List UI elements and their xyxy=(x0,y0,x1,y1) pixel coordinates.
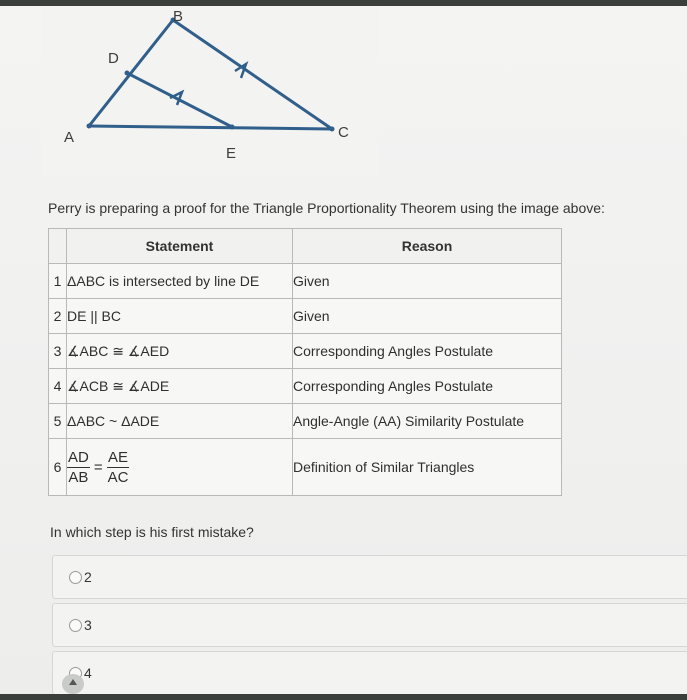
table-row xyxy=(49,264,562,299)
choice-label: 4 xyxy=(84,665,92,681)
side-bc xyxy=(173,20,332,129)
step-number: 4 xyxy=(49,369,67,404)
fraction-right-numerator: AE xyxy=(108,448,129,466)
step-statement: DE || BC xyxy=(67,299,293,334)
step-statement: ∡ABC ≅ ∡AED xyxy=(67,334,293,369)
question-text: In which step is his first mistake? xyxy=(50,524,254,540)
fraction-left-numerator: AD xyxy=(68,448,89,466)
step-number: 5 xyxy=(49,404,67,439)
step-reason: Corresponding Angles Postulate xyxy=(293,334,562,369)
label-d: D xyxy=(108,50,119,67)
point-d xyxy=(125,71,130,76)
label-e: E xyxy=(226,145,237,162)
choice-option[interactable] xyxy=(52,651,687,695)
step-statement: ΔABC ~ ΔADE xyxy=(67,404,293,439)
step-number: 1 xyxy=(49,264,67,299)
triangle-diagram xyxy=(42,6,378,176)
choice-option[interactable] xyxy=(52,603,687,647)
side-ab xyxy=(89,20,173,126)
table-header-row xyxy=(49,229,562,264)
label-a: A xyxy=(64,129,75,146)
problem-prompt: Perry is preparing a proof for the Triangle Proportionality Theorem using the image above: xyxy=(48,200,605,216)
step-statement: ΔABC is intersected by line DE xyxy=(67,264,293,299)
table-row xyxy=(49,299,562,334)
triangle-figure xyxy=(42,6,378,176)
fraction-right-denominator: AC xyxy=(107,468,129,486)
step-reason: Definition of Similar Triangles xyxy=(293,439,562,496)
step-reason: Given xyxy=(293,299,562,334)
radio-button[interactable] xyxy=(69,571,82,584)
proof-table xyxy=(48,228,562,496)
label-c: C xyxy=(338,124,349,141)
table-row xyxy=(49,439,562,496)
fraction-left xyxy=(67,448,90,487)
table-row xyxy=(49,334,562,369)
step-statement: ∡ACB ≅ ∡ADE xyxy=(67,369,293,404)
label-b: B xyxy=(173,8,184,25)
proportion xyxy=(67,448,129,487)
header-number xyxy=(49,229,67,264)
step-number: 6 xyxy=(49,439,67,496)
step-reason: Corresponding Angles Postulate xyxy=(293,369,562,404)
step-reason: Given xyxy=(293,264,562,299)
step-statement-proportion xyxy=(67,439,293,496)
table-row xyxy=(49,369,562,404)
step-number: 2 xyxy=(49,299,67,334)
scroll-up-icon[interactable] xyxy=(62,674,84,694)
point-a xyxy=(87,124,92,129)
point-e xyxy=(230,125,235,130)
point-c xyxy=(330,127,335,132)
choice-label: 2 xyxy=(84,569,92,585)
choice-option[interactable] xyxy=(52,555,687,599)
step-reason: Angle-Angle (AA) Similarity Postulate xyxy=(293,404,562,439)
equals-sign: = xyxy=(93,458,103,476)
fraction-right xyxy=(107,448,130,487)
parallel-mark-bc xyxy=(235,64,246,78)
side-ac xyxy=(89,126,332,129)
fraction-left-denominator: AB xyxy=(68,468,89,486)
step-number: 3 xyxy=(49,334,67,369)
bottom-edge xyxy=(0,694,687,700)
header-statement: Statement xyxy=(67,229,293,264)
radio-button[interactable] xyxy=(69,619,82,632)
header-reason: Reason xyxy=(293,229,562,264)
choice-label: 3 xyxy=(84,617,92,633)
table-row xyxy=(49,404,562,439)
